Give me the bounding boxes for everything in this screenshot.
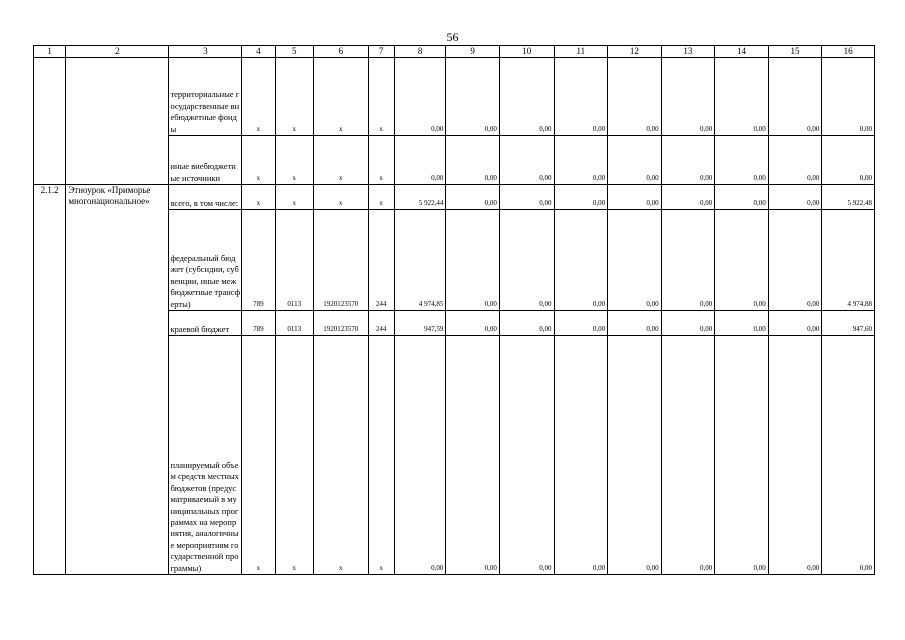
column-number: 12 [608, 46, 662, 58]
funding-source: краевой бюджет [169, 311, 242, 336]
amount-cell: 0,00 [446, 185, 500, 210]
budget-table [33, 45, 875, 575]
amount-cell: 0,00 [715, 210, 769, 311]
amount-cell: 0,00 [661, 58, 715, 136]
amount-cell: 0,00 [661, 311, 715, 336]
page-number: 56 [446, 30, 459, 44]
funding-source: территориальные государственные внебюджетные фонды [169, 58, 242, 136]
amount-cell: 0,00 [608, 336, 662, 575]
amount-cell: 0,00 [394, 58, 446, 136]
budget-code-c5: 0113 [275, 311, 313, 336]
column-number: 6 [313, 46, 368, 58]
amount-cell: 0,00 [608, 136, 662, 185]
amount-cell: 0,00 [768, 311, 822, 336]
budget-code-c4: x [242, 136, 275, 185]
amount-cell: 0,00 [608, 210, 662, 311]
amount-cell: 0,00 [715, 185, 769, 210]
column-number: 2 [66, 46, 169, 58]
budget-code-c4: x [242, 58, 275, 136]
amount-cell: 0,00 [446, 58, 500, 136]
budget-code-c6: 1920123570 [313, 210, 368, 311]
budget-code-c7: 244 [368, 311, 394, 336]
amount-cell: 0,00 [661, 185, 715, 210]
amount-cell: 0,00 [768, 185, 822, 210]
amount-cell: 0,00 [499, 58, 554, 136]
budget-code-c5: x [275, 136, 313, 185]
column-number: 5 [275, 46, 313, 58]
amount-cell: 0,00 [715, 136, 769, 185]
amount-cell: 0,00 [446, 210, 500, 311]
funding-source: иные внебюджетные источники [169, 136, 242, 185]
amount-cell: 0,00 [822, 136, 875, 185]
budget-code-c6: x [313, 58, 368, 136]
amount-cell: 0,00 [608, 185, 662, 210]
budget-code-c4: 789 [242, 311, 275, 336]
amount-cell: 0,00 [394, 136, 446, 185]
amount-cell: 0,00 [394, 336, 446, 575]
amount-cell: 0,00 [661, 136, 715, 185]
amount-cell: 0,00 [554, 311, 608, 336]
amount-cell: 0,00 [554, 185, 608, 210]
column-number: 11 [554, 46, 608, 58]
column-number: 7 [368, 46, 394, 58]
budget-code-c6: x [313, 336, 368, 575]
amount-cell: 0,00 [554, 210, 608, 311]
amount-cell: 0,00 [499, 336, 554, 575]
amount-cell: 0,00 [499, 311, 554, 336]
budget-code-c5: x [275, 336, 313, 575]
column-number: 3 [169, 46, 242, 58]
budget-code-c7: x [368, 58, 394, 136]
amount-cell: 0,00 [768, 136, 822, 185]
item-code: 2.1.2 [34, 185, 66, 575]
amount-cell: 0,00 [499, 136, 554, 185]
amount-cell: 0,00 [768, 58, 822, 136]
amount-cell: 5 922,44 [394, 185, 446, 210]
amount-cell: 4 974,88 [822, 210, 875, 311]
budget-code-c7: x [368, 185, 394, 210]
funding-source: федеральный бюджет (субсидии, субвенции, иные межбюджетные трансферты) [169, 210, 242, 311]
column-number: 10 [499, 46, 554, 58]
amount-cell: 0,00 [822, 336, 875, 575]
empty-code-cell [34, 58, 66, 185]
budget-code-c7: 244 [368, 210, 394, 311]
table-row [34, 58, 875, 136]
budget-code-c6: x [313, 136, 368, 185]
amount-cell: 0,00 [608, 311, 662, 336]
budget-code-c4: 789 [242, 210, 275, 311]
table-row [34, 185, 875, 210]
item-name: Этноурок «Приморье многонациональное» [66, 185, 169, 575]
amount-cell: 0,00 [499, 210, 554, 311]
budget-code-c5: x [275, 58, 313, 136]
amount-cell: 0,00 [554, 336, 608, 575]
amount-cell: 0,00 [768, 210, 822, 311]
amount-cell: 0,00 [554, 58, 608, 136]
column-number: 16 [822, 46, 875, 58]
column-number: 9 [446, 46, 500, 58]
amount-cell: 0,00 [715, 58, 769, 136]
budget-code-c7: x [368, 336, 394, 575]
amount-cell: 0,00 [661, 210, 715, 311]
amount-cell: 0,00 [661, 336, 715, 575]
budget-code-c6: x [313, 185, 368, 210]
amount-cell: 0,00 [608, 58, 662, 136]
amount-cell: 0,00 [715, 336, 769, 575]
budget-code-c4: x [242, 185, 275, 210]
budget-code-c5: x [275, 185, 313, 210]
amount-cell: 0,00 [822, 58, 875, 136]
budget-code-c4: x [242, 336, 275, 575]
amount-cell: 0,00 [499, 185, 554, 210]
column-number: 13 [661, 46, 715, 58]
amount-cell: 5 922,48 [822, 185, 875, 210]
column-number: 8 [394, 46, 446, 58]
amount-cell: 4 974,85 [394, 210, 446, 311]
budget-code-c5: 0113 [275, 210, 313, 311]
empty-name-cell [66, 58, 169, 185]
amount-cell: 0,00 [715, 311, 769, 336]
column-number-row [34, 46, 875, 58]
funding-source: всего, в том числе: [169, 185, 242, 210]
amount-cell: 0,00 [768, 336, 822, 575]
column-number: 15 [768, 46, 822, 58]
column-number: 4 [242, 46, 275, 58]
amount-cell: 0,00 [446, 136, 500, 185]
column-number: 1 [34, 46, 66, 58]
budget-code-c7: x [368, 136, 394, 185]
amount-cell: 0,00 [554, 136, 608, 185]
funding-source: планируемый объем средств местных бюджетов (предусматриваемый в муниципальных программах на мероприятия, аналогичные мероприятиям государственной программы) [169, 336, 242, 575]
budget-code-c6: 1920123570 [313, 311, 368, 336]
amount-cell: 947,60 [822, 311, 875, 336]
column-number: 14 [715, 46, 769, 58]
amount-cell: 947,59 [394, 311, 446, 336]
amount-cell: 0,00 [446, 311, 500, 336]
amount-cell: 0,00 [446, 336, 500, 575]
